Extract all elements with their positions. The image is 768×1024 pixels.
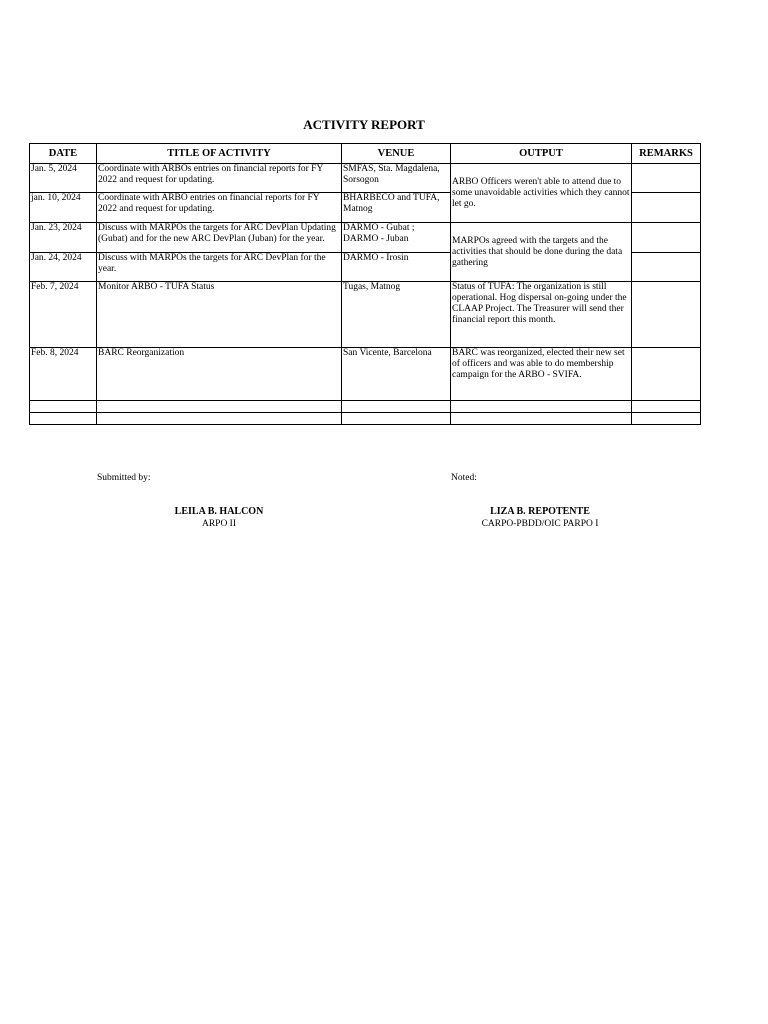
empty-cell (451, 413, 632, 425)
remarks-cell (632, 282, 701, 348)
remarks-cell (632, 164, 701, 193)
output-cell-merged: ARBO Officers weren't able to attend due to some unavoidable activities which they cannot let go. (451, 164, 632, 223)
noter-title: CARPO-PBDD/OIC PARPO I (481, 519, 599, 529)
empty-cell (97, 413, 342, 425)
activity-table (29, 143, 701, 425)
date-cell: Feb. 8, 2024 (30, 348, 97, 401)
report-title: ACTIVITY REPORT (303, 117, 425, 132)
table-row (30, 164, 701, 193)
empty-table-row (30, 413, 701, 425)
column-header-title: TITLE OF ACTIVITY (97, 144, 342, 164)
activity-title-cell: Monitor ARBO - TUFA Status (97, 282, 342, 348)
table-header-row (30, 144, 701, 164)
column-header-date: DATE (30, 144, 97, 164)
noter-name: LIZA B. REPOTENTE (490, 506, 590, 517)
empty-cell (30, 401, 97, 413)
output-cell: BARC was reorganized, elected their new set of officers and was able to do membership campaign for the ARBO - SVIFA. (451, 348, 632, 401)
remarks-cell (632, 223, 701, 253)
activity-title-cell: BARC Reorganization (97, 348, 342, 401)
table-row (30, 348, 701, 401)
date-cell: jan. 10, 2024 (30, 193, 97, 223)
empty-cell (632, 401, 701, 413)
submitter-title: ARPO II (201, 519, 237, 529)
empty-cell (30, 413, 97, 425)
table-row (30, 223, 701, 253)
venue-cell: SMFAS, Sta. Magdalena, Sorsogon (342, 164, 451, 193)
date-cell: Feb. 7, 2024 (30, 282, 97, 348)
activity-title-cell: Coordinate with ARBOs entries on financial reports for FY 2022 and request for updating. (97, 164, 342, 193)
remarks-cell (632, 253, 701, 282)
date-cell: Jan. 23, 2024 (30, 223, 97, 253)
date-cell: Jan. 24, 2024 (30, 253, 97, 282)
empty-cell (451, 401, 632, 413)
venue-cell: DARMO - Irosin (342, 253, 451, 282)
venue-cell: BHARBECO and TUFA, Matnog (342, 193, 451, 223)
empty-cell (97, 401, 342, 413)
empty-cell (342, 401, 451, 413)
noted-label: Noted: (451, 473, 477, 483)
remarks-cell (632, 348, 701, 401)
venue-cell: DARMO - Gubat ; DARMO - Juban (342, 223, 451, 253)
submitter-name: LEILA B. HALCON (174, 506, 264, 517)
submitted-by-label: Submitted by: (97, 473, 151, 483)
venue-cell: Tugas, Matnog (342, 282, 451, 348)
empty-cell (632, 413, 701, 425)
empty-table-row (30, 401, 701, 413)
output-cell-merged: MARPOs agreed with the targets and the activities that should be done during the data gathering (451, 223, 632, 282)
date-cell: Jan. 5, 2024 (30, 164, 97, 193)
activity-title-cell: Discuss with MARPOs the targets for ARC DevPlan Updating (Gubat) and for the new ARC DevPlan (Juban) for the year. (97, 223, 342, 253)
output-cell: Status of TUFA: The organization is still operational. Hog dispersal on-going under the CLAAP Project. The Treasurer will send ther financial report this month. (451, 282, 632, 348)
column-header-output: OUTPUT (451, 144, 632, 164)
empty-cell (342, 413, 451, 425)
activity-title-cell: Discuss with MARPOs the targets for ARC DevPlan for the year. (97, 253, 342, 282)
activity-title-cell: Coordinate with ARBO entries on financial reports for FY 2022 and request for updating. (97, 193, 342, 223)
venue-cell: San Vicente, Barcelona (342, 348, 451, 401)
table-row (30, 282, 701, 348)
column-header-venue: VENUE (342, 144, 451, 164)
column-header-remarks: REMARKS (632, 144, 701, 164)
remarks-cell (632, 193, 701, 223)
